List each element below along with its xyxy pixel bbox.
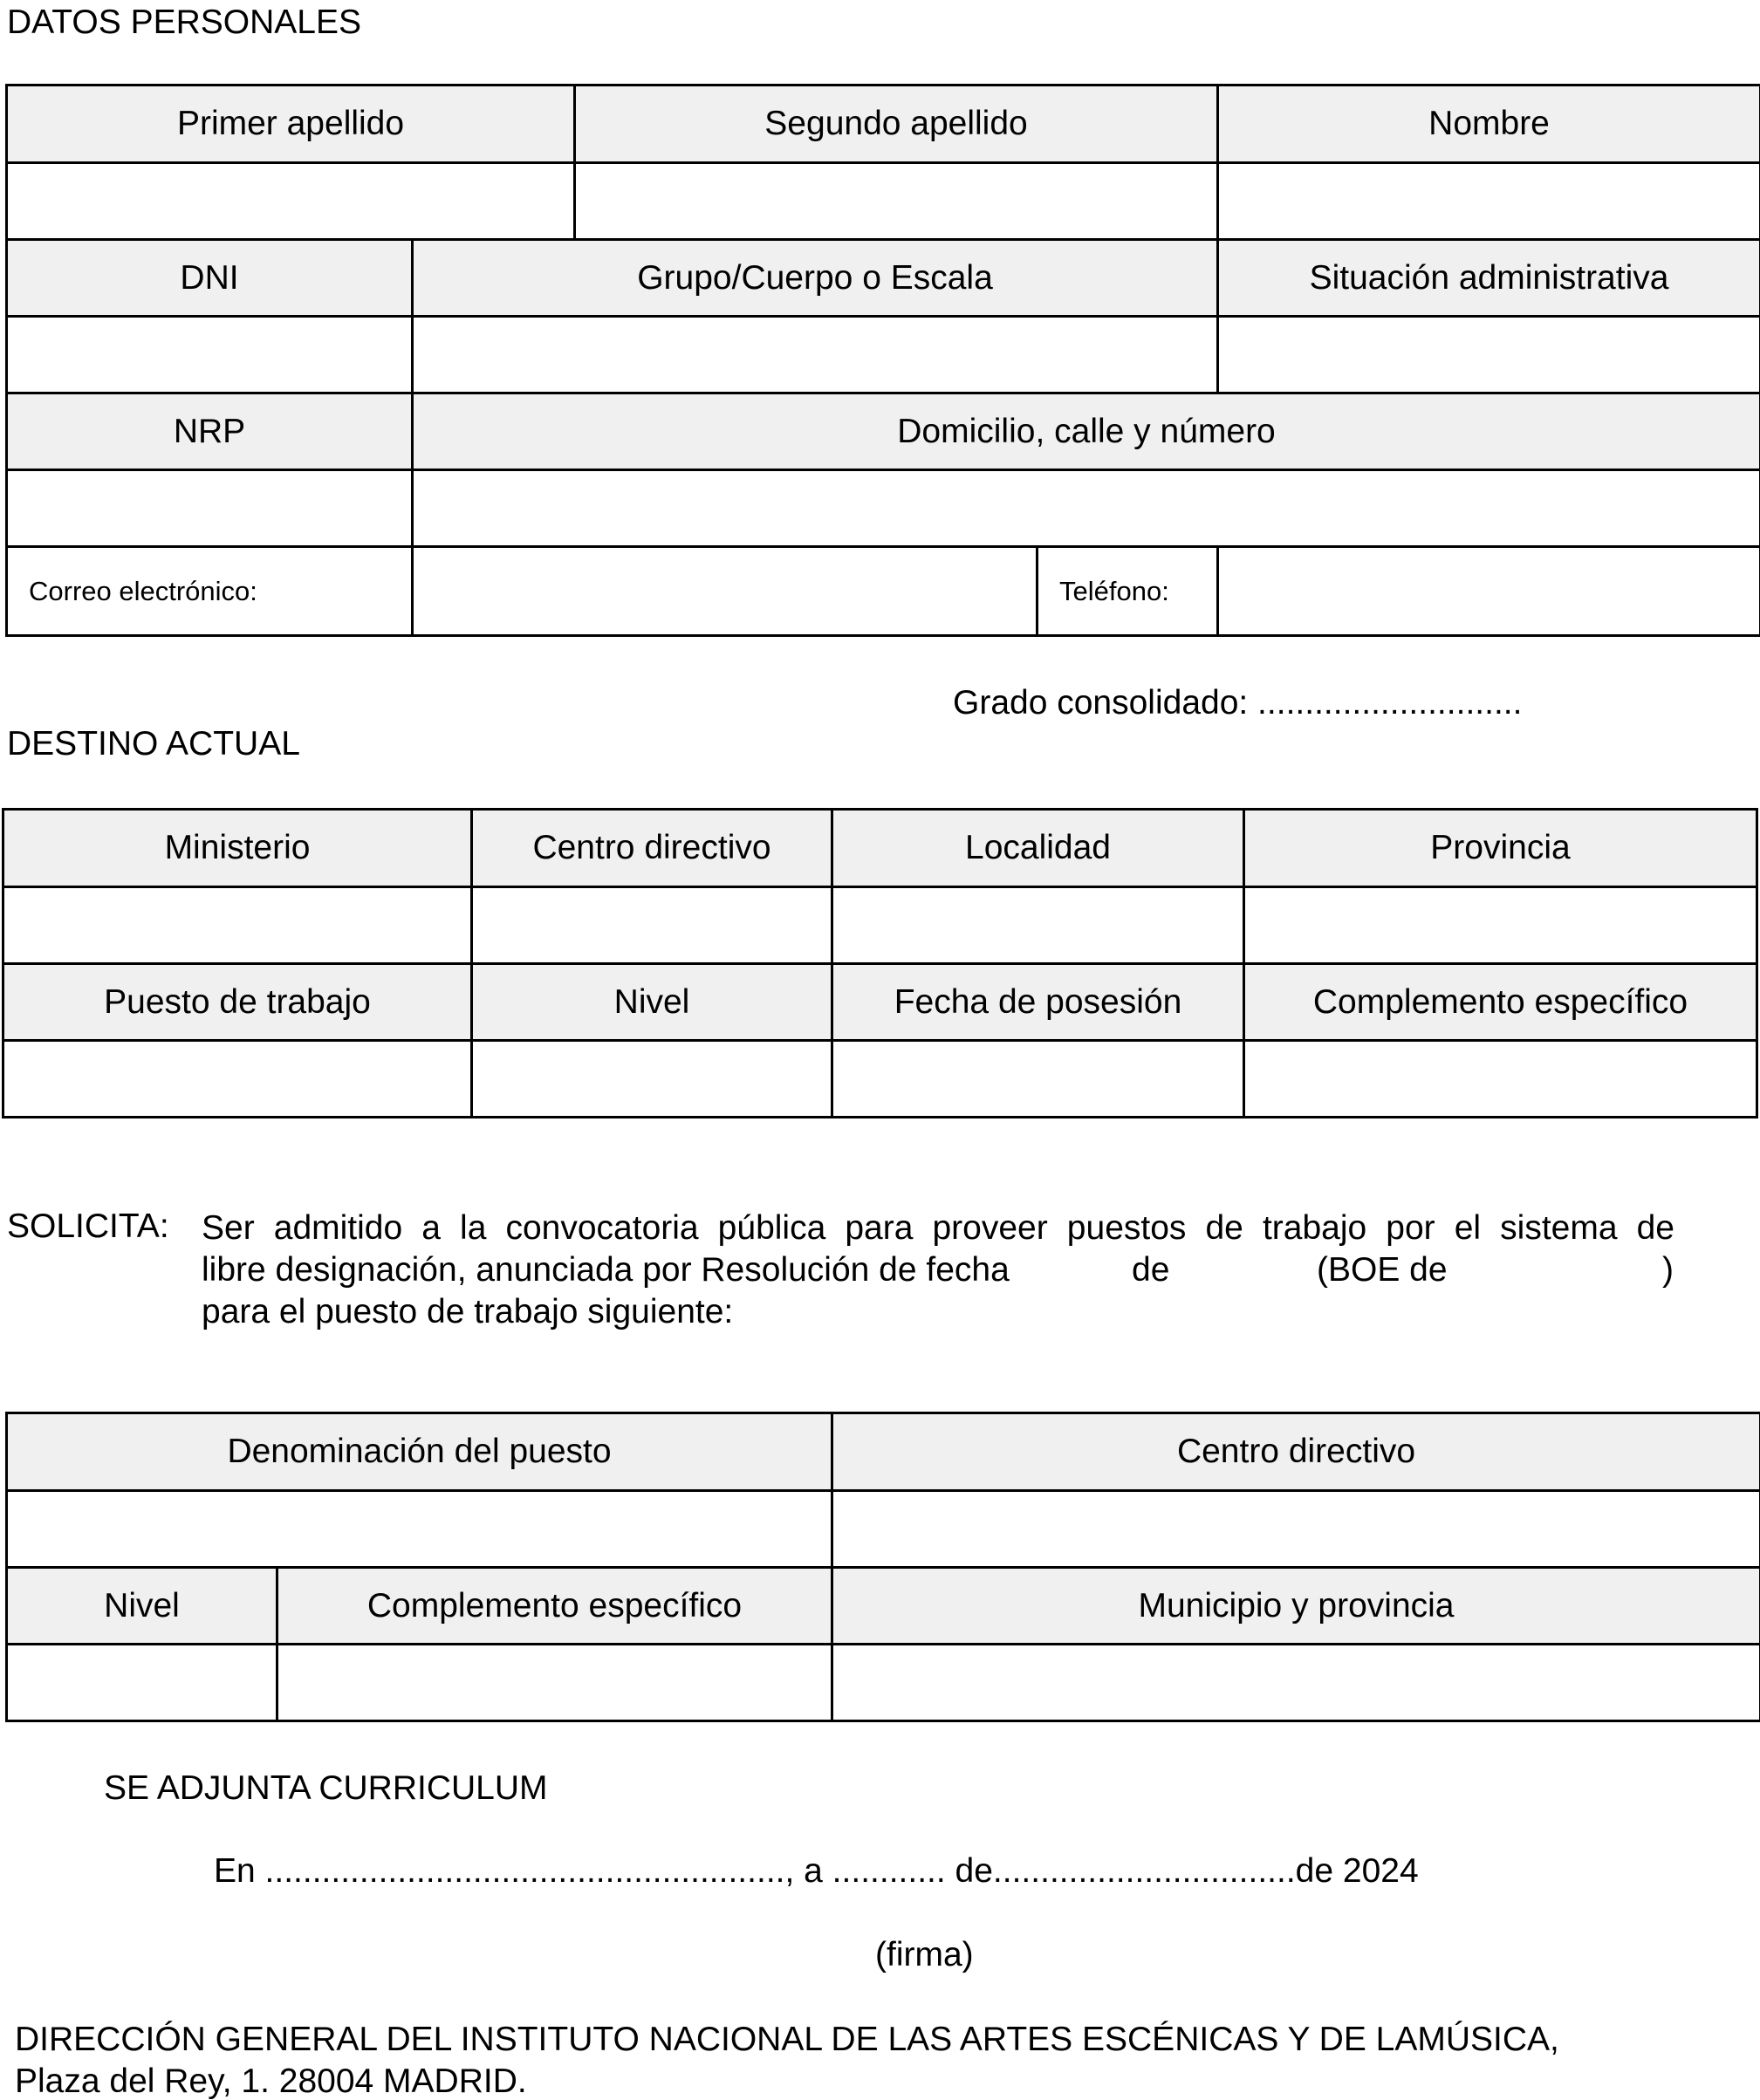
field-complemento-solicitado[interactable]: [277, 1645, 832, 1721]
label-nivel-solicitado: Nivel: [7, 1568, 277, 1645]
field-puesto-trabajo[interactable]: [3, 1041, 472, 1118]
field-nrp[interactable]: [7, 470, 413, 547]
recipient-line-1: DIRECCIÓN GENERAL DEL INSTITUTO NACIONAL DE LAS ARTES ESCÉNICAS Y DE LAMÚSICA,: [15, 2022, 1559, 2056]
label-correo: Correo electrónico:: [7, 547, 413, 636]
section-heading-personal: DATOS PERSONALES: [7, 5, 361, 39]
label-complemento-solicitado: Complemento específico: [277, 1568, 832, 1645]
label-nombre: Nombre: [1218, 86, 1760, 163]
field-nombre[interactable]: [1218, 163, 1760, 240]
label-denominacion: Denominación del puesto: [7, 1413, 832, 1491]
field-domicilio[interactable]: [413, 470, 1760, 547]
field-complemento[interactable]: [1244, 1041, 1757, 1118]
field-centro-directivo-solicitado[interactable]: [832, 1491, 1760, 1568]
field-municipio[interactable]: [832, 1645, 1760, 1721]
label-complemento: Complemento específico: [1244, 964, 1757, 1041]
field-nivel[interactable]: [472, 1041, 832, 1118]
field-dni[interactable]: [7, 317, 413, 393]
solicita-line-1: Ser admitido a la convocatoria pública para proveer puestos de trabajo por el sistema de: [202, 1207, 1674, 1249]
solicita-line-2-c: (BOE de: [1317, 1249, 1448, 1291]
label-localidad: Localidad: [832, 810, 1244, 887]
label-grupo: Grupo/Cuerpo o Escala: [413, 240, 1218, 317]
personal-data-table: [5, 84, 1760, 637]
puesto-solicitado-table: [5, 1412, 1760, 1722]
label-puesto-trabajo: Puesto de trabajo: [3, 964, 472, 1041]
recipient-line-2: Plaza del Rey, 1. 28004 MADRID.: [15, 2064, 527, 2098]
destino-table: [2, 808, 1758, 1118]
field-provincia[interactable]: [1244, 887, 1757, 964]
solicita-line-2-d: ): [1662, 1249, 1674, 1291]
solicita-line-2-a: libre designación, anunciada por Resolución de fecha: [202, 1249, 1010, 1291]
label-municipio: Municipio y provincia: [832, 1568, 1760, 1645]
solicita-line-2-b: de: [1132, 1249, 1169, 1291]
label-ministerio: Ministerio: [3, 810, 472, 887]
label-primer-apellido: Primer apellido: [7, 86, 575, 163]
label-fecha-posesion: Fecha de posesión: [832, 964, 1244, 1041]
field-localidad[interactable]: [832, 887, 1244, 964]
label-provincia: Provincia: [1244, 810, 1757, 887]
solicita-line-2: [202, 1249, 1674, 1291]
label-nivel: Nivel: [472, 964, 832, 1041]
field-grupo[interactable]: [413, 317, 1218, 393]
field-telefono[interactable]: [1218, 547, 1760, 636]
label-centro-directivo: Centro directivo: [472, 810, 832, 887]
label-telefono: Teléfono:: [1038, 547, 1218, 636]
label-nrp: NRP: [7, 393, 413, 470]
field-nivel-solicitado[interactable]: [7, 1645, 277, 1721]
field-centro-directivo[interactable]: [472, 887, 832, 964]
solicita-line-3: para el puesto de trabajo siguiente:: [202, 1291, 1674, 1333]
signature-label: (firma): [875, 1938, 974, 1972]
label-segundo-apellido: Segundo apellido: [575, 86, 1218, 163]
solicita-text: [202, 1207, 1674, 1333]
field-correo[interactable]: [413, 547, 1038, 636]
field-ministerio[interactable]: [3, 887, 472, 964]
field-segundo-apellido[interactable]: [575, 163, 1218, 240]
label-centro-directivo-solicitado: Centro directivo: [832, 1413, 1760, 1491]
field-primer-apellido[interactable]: [7, 163, 575, 240]
place-date-line: En ......................................................., a ............ de................................de 2024: [214, 1854, 1419, 1888]
label-dni: DNI: [7, 240, 413, 317]
field-denominacion[interactable]: [7, 1491, 832, 1568]
field-fecha-posesion[interactable]: [832, 1041, 1244, 1118]
section-heading-destino: DESTINO ACTUAL: [7, 727, 300, 761]
grado-consolidado: Grado consolidado: ............................: [953, 686, 1522, 720]
label-domicilio: Domicilio, calle y número: [413, 393, 1760, 470]
field-situacion[interactable]: [1218, 317, 1760, 393]
curriculum-note: SE ADJUNTA CURRICULUM: [104, 1771, 548, 1805]
solicita-label: SOLICITA:: [7, 1209, 169, 1243]
label-situacion: Situación administrativa: [1218, 240, 1760, 317]
